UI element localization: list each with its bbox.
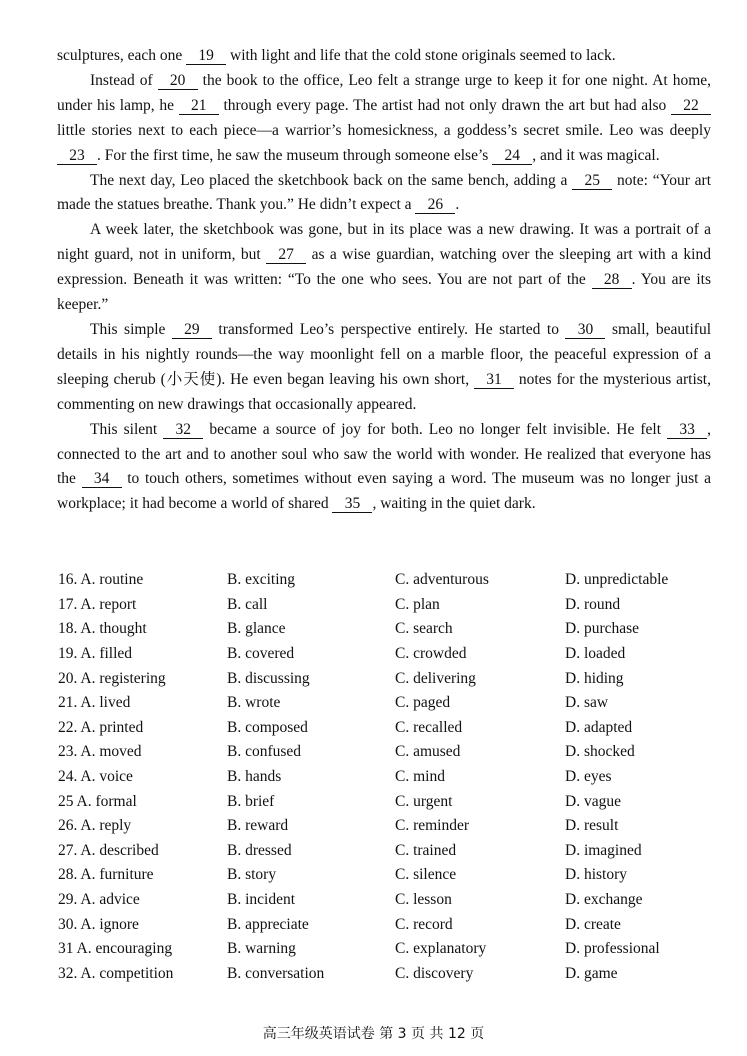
option-a: 21. A. lived <box>58 694 131 712</box>
option-d: D. exchange <box>565 891 643 909</box>
question-options-row <box>58 642 728 667</box>
question-options-row <box>58 617 728 642</box>
option-a: 18. A. thought <box>58 620 147 638</box>
option-d: D. professional <box>565 940 660 958</box>
option-c: C. recalled <box>395 718 463 736</box>
passage-paragraph <box>57 69 711 169</box>
passage-text: became a source of joy for both. Leo no longer felt invisible. He felt <box>203 420 668 438</box>
option-c: C. reminder <box>395 817 470 835</box>
option-d: D. create <box>565 915 621 933</box>
option-b: B. call <box>227 595 268 613</box>
answer-blank: 33 <box>667 421 707 439</box>
question-options-row <box>58 691 728 716</box>
question-options-row <box>58 962 728 987</box>
answer-blank: 20 <box>158 72 198 90</box>
question-options-row <box>58 765 728 790</box>
option-a: 29. A. advice <box>58 891 140 909</box>
option-c: C. plan <box>395 595 440 613</box>
option-c: C. silence <box>395 866 457 884</box>
question-options-row <box>58 863 728 888</box>
option-a: 22. A. printed <box>58 718 144 736</box>
option-d: D. shocked <box>565 743 635 761</box>
answer-blank: 35 <box>332 495 372 513</box>
option-a: 23. A. moved <box>58 743 142 761</box>
option-b: B. confused <box>227 743 302 761</box>
passage-text: , connected to the art and to another soul who saw the world with wonder. He realized that everyone has the <box>57 420 711 488</box>
option-d: D. result <box>565 817 619 835</box>
answer-blank: 26 <box>415 196 455 214</box>
option-c: C. record <box>395 915 453 933</box>
option-d: D. loaded <box>565 645 626 663</box>
option-a: 26. A. reply <box>58 817 132 835</box>
option-b: B. discussing <box>227 669 310 687</box>
question-options-row <box>58 937 728 962</box>
option-b: B. glance <box>227 620 286 638</box>
option-a: 25 A. formal <box>58 792 137 810</box>
answer-blank: 27 <box>266 246 306 264</box>
option-d: D. purchase <box>565 620 640 638</box>
passage-text: , waiting in the quiet dark. <box>372 495 536 513</box>
option-a: 24. A. voice <box>58 768 133 786</box>
option-c: C. adventurous <box>395 571 489 589</box>
passage-text: . For the first time, he saw the museum through someone else’s <box>97 146 493 164</box>
question-options-row <box>58 814 728 839</box>
option-a: 30. A. ignore <box>58 915 139 933</box>
answer-blank: 30 <box>565 321 605 339</box>
passage-text: The next day, Leo placed the sketchbook back on the same bench, adding a <box>90 171 573 189</box>
page-footer: 高三年级英语试卷 第 3 页 共 12 页 <box>262 1026 485 1042</box>
answer-blank: 31 <box>474 371 514 389</box>
option-b: B. story <box>227 866 277 884</box>
option-d: D. saw <box>565 694 609 712</box>
option-a: 16. A. routine <box>58 571 144 589</box>
question-options-row <box>58 740 728 765</box>
option-a: 31 A. encouraging <box>58 940 173 958</box>
option-b: B. covered <box>227 645 295 663</box>
passage-text: . You are its keeper.” <box>57 271 711 314</box>
option-a: 17. A. report <box>58 595 137 613</box>
answer-blank: 32 <box>163 421 203 439</box>
passage-text: small, beautiful details in his nightly rounds—the way moonlight fell on a marble floor, the peaceful expression of a sleeping cherub (小天使). He even began leaving his own short, <box>57 320 711 388</box>
question-options-row <box>58 716 728 741</box>
option-c: C. lesson <box>395 891 452 909</box>
passage-text: , and it was magical. <box>532 146 660 164</box>
option-a: 27. A. described <box>58 841 159 859</box>
option-d: D. hiding <box>565 669 624 687</box>
passage-paragraph <box>57 169 711 219</box>
option-d: D. history <box>565 866 627 884</box>
passage-text: as a wise guardian, watching over the sleeping art with a kind expression. Beneath it was written: “To the one who sees. You are not part of the <box>57 246 711 289</box>
passage-text: little stories next to each piece—a warrior’s homesickness, a goddess’s secret smile. Leo was deeply <box>57 121 711 139</box>
answer-blank: 29 <box>172 321 212 339</box>
option-a: 32. A. competition <box>58 964 174 982</box>
option-d: D. adapted <box>565 718 633 736</box>
option-b: B. composed <box>227 718 308 736</box>
answer-blank: 34 <box>82 470 122 488</box>
option-c: C. trained <box>395 841 457 859</box>
passage-text: sculptures, each one <box>57 47 187 64</box>
question-options-row <box>58 789 728 814</box>
passage-text: note: “Your art made the statues breathe. Thank you.” He didn’t expect a <box>57 171 711 214</box>
option-d: D. eyes <box>565 768 612 786</box>
option-d: D. unpredictable <box>565 571 669 589</box>
passage-text: Instead of <box>90 71 158 89</box>
answer-blank: 19 <box>186 47 226 65</box>
passage-text: to touch others, sometimes without even saying a word. The museum was no longer just a workplace; it had become a world of shared <box>57 470 711 513</box>
answer-blank: 25 <box>572 172 612 190</box>
passage-text: the book to the office, Leo felt a strange urge to keep it for one night. At home, under his lamp, he <box>57 71 712 114</box>
option-a: 20. A. registering <box>58 669 166 687</box>
passage-text: transformed Leo’s perspective entirely. He started to <box>211 320 566 338</box>
passage-paragraph <box>57 218 711 318</box>
option-b: B. reward <box>227 817 289 835</box>
passage-text: notes for the mysterious artist, commenting on new drawings that occasionally appeared. <box>57 370 711 413</box>
option-c: C. amused <box>395 743 461 761</box>
answer-blank: 23 <box>57 147 97 165</box>
option-b: B. brief <box>227 792 275 810</box>
answer-options <box>58 568 728 986</box>
option-b: B. hands <box>227 768 282 786</box>
passage-paragraph <box>57 418 711 518</box>
passage-text: This simple <box>90 320 172 338</box>
question-options-row <box>58 666 728 691</box>
passage-paragraph <box>57 44 711 69</box>
question-options-row <box>58 888 728 913</box>
question-options-row <box>58 912 728 937</box>
question-options-row <box>58 839 728 864</box>
option-d: D. round <box>565 595 621 613</box>
option-c: C. paged <box>395 694 451 712</box>
option-b: B. appreciate <box>227 915 309 933</box>
option-b: B. conversation <box>227 964 325 982</box>
passage-text: A week later, the sketchbook was gone, but in its place was a new drawing. It was a portrait of a night guard, not in uniform, but <box>57 221 711 264</box>
answer-blank: 22 <box>671 97 711 115</box>
option-b: B. warning <box>227 940 296 958</box>
passage-paragraph <box>57 318 711 418</box>
option-c: C. crowded <box>395 645 467 663</box>
option-b: B. incident <box>227 891 296 909</box>
answer-blank: 28 <box>592 271 632 289</box>
passage-text: . <box>455 196 460 214</box>
option-d: D. imagined <box>565 841 642 859</box>
passage-text: through every page. The artist had not only drawn the art but had also <box>218 96 671 114</box>
option-c: C. urgent <box>395 792 453 810</box>
passage-text: This silent <box>90 420 164 438</box>
option-b: B. exciting <box>227 571 296 589</box>
question-options-row <box>58 568 728 593</box>
answer-blank: 21 <box>179 97 219 115</box>
option-c: C. discovery <box>395 964 474 982</box>
option-c: C. explanatory <box>395 940 487 958</box>
passage-text: with light and life that the cold stone originals seemed to lack. <box>226 47 616 64</box>
option-a: 28. A. furniture <box>58 866 154 884</box>
option-d: D. game <box>565 964 618 982</box>
option-b: B. dressed <box>227 841 292 859</box>
option-a: 19. A. filled <box>58 645 133 663</box>
cloze-passage <box>57 44 711 517</box>
option-d: D. vague <box>565 792 621 810</box>
option-b: B. wrote <box>227 694 281 712</box>
question-options-row <box>58 593 728 618</box>
answer-blank: 24 <box>492 147 532 165</box>
option-c: C. mind <box>395 768 445 786</box>
option-c: C. delivering <box>395 669 476 687</box>
option-c: C. search <box>395 620 453 638</box>
